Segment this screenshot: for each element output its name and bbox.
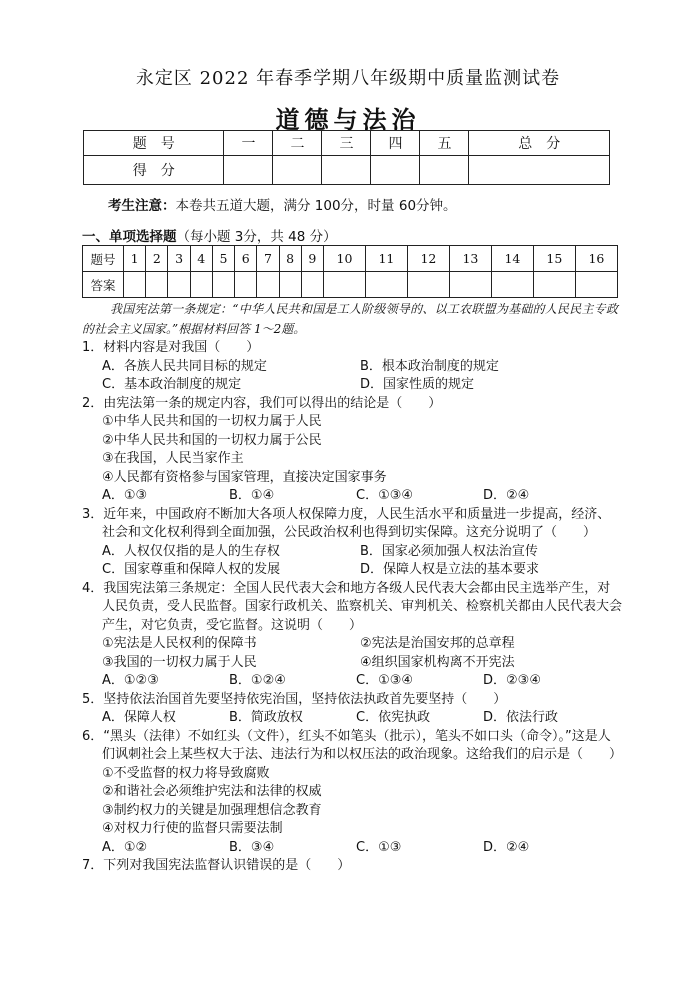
reading-material: 我国宪法第一条规定：“中华人民共和国是工人阶级领导的、以工农联盟为基础的人民民主专政的社会主义国家。”根据材料回答 1～2题。 [82,302,618,336]
question-item [82,857,622,876]
score-header-cell: 二 [273,131,322,156]
answer-option[interactable]: C．国家尊重和保障人权的发展 [102,562,281,577]
answer-option[interactable]: D．依法行政 [483,710,559,725]
answer-option[interactable]: A．保障人权 [102,710,176,725]
answer-number-cell: 14 [491,246,533,272]
statement-item: ③在我国，人民当家作主 [102,451,244,466]
answer-option[interactable]: D．保障人权是立法的基本要求 [360,562,540,577]
answer-fill-cell[interactable] [124,272,146,298]
answer-option[interactable]: D．②④ [483,839,530,855]
statement-item: ③制约权力的关键是加强理想信念教育 [102,802,322,818]
answer-number-cell: 4 [190,246,212,272]
answer-table [82,245,618,298]
answer-fill-cell[interactable] [190,272,212,298]
question-item [82,506,622,580]
exam-title: 永定区 2022 年春季学期八年级期中质量监测试卷 [135,68,561,89]
section-note: （每小题 3分，共 48 分） [176,229,337,245]
answer-option[interactable]: B．③④ [229,839,275,855]
question-list [82,339,622,876]
answer-option[interactable]: B．国家必须加强人权法治宣传 [360,543,538,559]
statement-item: ②和谐社会必须维护宪法和法律的权威 [102,784,322,799]
statement-list [82,765,622,839]
answer-option[interactable]: B．①②④ [229,673,286,688]
statement-item: ④组织国家机构离不开宪法 [360,654,515,670]
score-cell[interactable] [371,156,420,185]
answer-row-label: 答案 [83,272,124,298]
answer-number-cell: 2 [146,246,168,272]
question-item [82,339,622,395]
statement-item: ①中华人民共和国的一切权力属于人民 [102,414,322,429]
answer-number-cell: 15 [533,246,575,272]
section-heading [82,225,337,245]
answer-option[interactable]: B．简政放权 [229,710,303,725]
option-list [82,487,622,506]
statement-item: ②中华人民共和国的一切权力属于公民 [102,432,322,448]
answer-option[interactable]: C．①③④ [356,673,414,688]
notice-label: 考生注意： [108,198,176,214]
question-item [82,728,622,858]
answer-option[interactable]: A．人权仅仅指的是人的生存权 [102,543,280,559]
answer-number-cell: 11 [365,246,407,272]
answer-fill-cell[interactable] [491,272,533,298]
answer-number-row [83,246,618,272]
answer-fill-cell[interactable] [146,272,168,298]
score-cell[interactable] [420,156,469,185]
question-stem: 5．坚持依法治国首先要坚持依宪治国，坚持依法执政首先要坚持（ ） [82,691,507,707]
question-stem: 7．下列对我国宪法监督认识错误的是（ ） [82,858,351,873]
subject-title: 道德与法治 [275,106,421,134]
statement-list [82,635,622,672]
score-header-cell: 题 号 [84,131,224,156]
score-cell[interactable] [469,156,610,185]
score-header-cell: 一 [224,131,273,156]
question-item [82,395,622,506]
answer-fill-cell[interactable] [407,272,449,298]
answer-number-cell: 7 [257,246,279,272]
question-stem: 6．“黑头（法律）不如红头（文件），红头不如笔头（批示），笔头不如口头（命令）。”这是人们讽刺社会上某些权大于法、违法行为和以权压法的政治现象。这给我们的启示是（ ） [82,728,623,762]
statement-item: ②宪法是治国安邦的总章程 [360,636,515,651]
answer-fill-cell[interactable] [235,272,257,298]
answer-option[interactable]: D．国家性质的规定 [360,377,475,392]
answer-fill-cell[interactable] [257,272,279,298]
answer-number-cell: 8 [279,246,301,272]
statement-item: ③我国的一切权力属于人民 [102,654,257,670]
answer-fill-cell[interactable] [323,272,365,298]
answer-option[interactable]: C．基本政治制度的规定 [102,377,242,392]
answer-number-cell: 10 [323,246,365,272]
option-list [82,358,622,395]
statement-item: ①宪法是人民权利的保障书 [102,636,257,651]
statement-item: ④对权力行使的监督只需要法制 [102,821,283,836]
score-table-row [84,156,610,185]
answer-fill-cell[interactable] [533,272,575,298]
answer-number-cell: 1 [124,246,146,272]
answer-number-cell: 6 [235,246,257,272]
answer-number-cell: 3 [168,246,190,272]
question-stem: 3．近年来，中国政府不断加大各项人权保障力度，人民生活水平和质量进一步提高，经济、社会和文化权利得到全面加强，公民政治权利也得到切实保障。这充分说明了（ ） [82,506,611,540]
question-stem: 4．我国宪法第三条规定：全国人民代表大会和地方各级人民代表大会都由民主选举产生，对人民负责，受人民监督。国家行政机关、监察机关、审判机关、检察机关都由人民代表大会产生，对它负责，受它监督。这说明（ ） [82,580,623,633]
score-row-label: 得 分 [84,156,224,185]
answer-option[interactable]: B．①④ [229,488,275,503]
question-stem: 2．由宪法第一条的规定内容，我们可以得出的结论是（ ） [82,395,442,411]
score-cell[interactable] [273,156,322,185]
answer-number-cell: 9 [301,246,323,272]
exam-notice [108,194,457,214]
answer-fill-cell[interactable] [365,272,407,298]
answer-fill-cell[interactable] [212,272,234,298]
question-item [82,691,622,728]
answer-fill-cell[interactable] [575,272,617,298]
answer-option[interactable]: D．②④ [483,488,530,503]
notice-text: 本卷共五道大题，满分 100分，时量 60分钟。 [175,198,457,214]
answer-fill-cell[interactable] [168,272,190,298]
answer-option[interactable]: C．①③④ [356,488,414,503]
answer-option[interactable]: B．根本政治制度的规定 [360,358,499,374]
answer-number-cell: 12 [407,246,449,272]
answer-option[interactable]: A．①②③ [102,673,159,688]
answer-option[interactable]: A．①② [102,839,148,855]
statement-item: ④人民都有资格参与国家管理，直接决定国家事务 [102,469,387,485]
option-list [82,839,622,858]
answer-row-label: 题号 [83,246,124,272]
answer-option[interactable]: A．①③ [102,488,148,503]
option-list [82,709,622,728]
statement-item: ①不受监督的权力将导致腐败 [102,765,270,781]
answer-fill-row [83,272,618,298]
answer-option[interactable]: D．②③④ [483,673,541,688]
answer-option[interactable]: C．①③ [356,839,402,855]
score-header-cell: 总 分 [469,131,610,156]
section-title: 一、单项选择题 [82,229,177,245]
option-list [82,672,622,691]
score-header-cell: 三 [322,131,371,156]
score-table [83,130,610,185]
answer-number-cell: 16 [575,246,617,272]
score-cell[interactable] [322,156,371,185]
question-stem: 1．材料内容是对我国（ ） [82,340,260,355]
answer-fill-cell[interactable] [301,272,323,298]
answer-number-cell: 13 [449,246,491,272]
answer-fill-cell[interactable] [279,272,301,298]
option-list [82,543,622,580]
answer-number-cell: 5 [212,246,234,272]
answer-option[interactable]: A．各族人民共同目标的规定 [102,358,267,374]
score-table-header-row [84,131,610,156]
statement-list [82,413,622,487]
answer-option[interactable]: C．依宪执政 [356,710,431,725]
answer-fill-cell[interactable] [449,272,491,298]
score-header-cell: 四 [371,131,420,156]
question-item [82,580,622,691]
score-cell[interactable] [224,156,273,185]
score-header-cell: 五 [420,131,469,156]
